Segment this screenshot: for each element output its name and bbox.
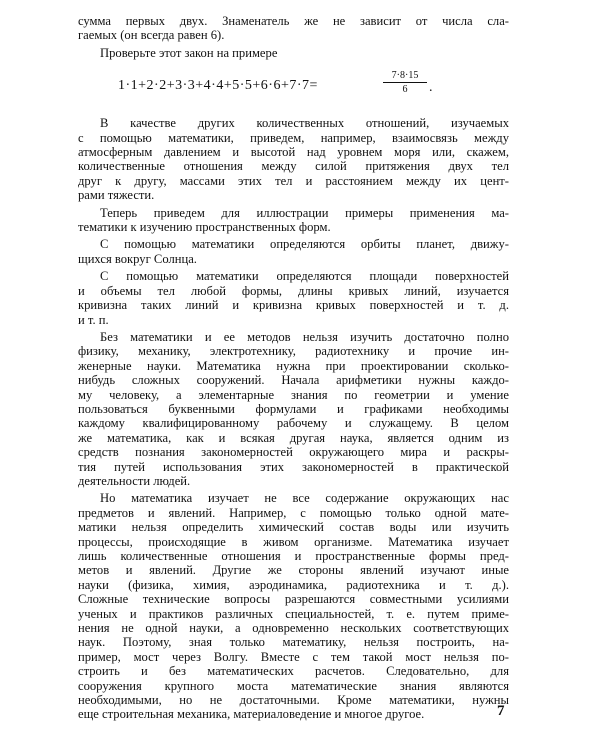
- text-line: с помощью математики, приведем, например, взаимосвязь между: [78, 130, 509, 145]
- text-line: С помощью математики определяются площади поверхностей: [100, 269, 509, 284]
- text-line: В качестве других количественных отношений, изучаемых: [100, 116, 509, 131]
- page-content: [78, 14, 509, 725]
- paragraph-6: [78, 269, 509, 327]
- text-line: средств познания закономерностей окружающего мира и раскры-: [78, 445, 509, 460]
- text-line: деятельности людей.: [78, 473, 191, 488]
- text-line: пользоваться буквенными формулами и графиками необходимы: [78, 401, 509, 416]
- text-line: кривизна таких линий и кривизна кривых поверхностей и т. д.: [78, 298, 509, 313]
- text-line: еще строительная механика, материаловедение и многое другое.: [78, 707, 425, 722]
- text-line: тия путей использования этих закономерностей в практической: [78, 459, 509, 474]
- text-line: Но математика изучает не все содержание окружающих нас: [100, 491, 509, 506]
- formula-lhs: 1·1+2·2+3·3+4·4+5·5+6·6+7·7=: [118, 78, 318, 94]
- text-line: метов и явлений. Другие же стороны явлений изучают иные: [78, 563, 509, 578]
- text-line: женерные науки. Математика нужна при проектировании сколько-: [78, 358, 509, 373]
- text-line: же математика, как и всякая другая наука, является одним из: [78, 430, 509, 445]
- text-line: строить и без математических расчетов. Следовательно, для: [78, 664, 509, 679]
- text-line: физику, механику, электротехнику, радиотехнику и прочие ин-: [78, 344, 509, 359]
- text-line: тематики к изучению пространственных форм.: [78, 220, 331, 235]
- text-line: науки (физика, химия, аэродинамика, радиотехника и т. д.).: [78, 577, 509, 592]
- text-line: ученых и практиков различных специальностей, т. е. путем приме-: [78, 606, 509, 621]
- text-line: и объемы тел любой формы, длины кривых линий, изучается: [78, 283, 509, 298]
- page-number: 7: [497, 703, 505, 719]
- text-line: необходимыми, но не достаточными. Кроме математики, нужны: [78, 693, 509, 708]
- text-line: щихся вокруг Солнца.: [78, 251, 197, 266]
- paragraph-7: [78, 330, 509, 488]
- text-line: друг к другу, массами этих тел и расстоянием между их цент-: [78, 173, 509, 188]
- text-line: наук. Поэтому, зная только математику, нельзя построить, на-: [78, 635, 509, 650]
- paragraph-8: [78, 491, 509, 722]
- text-line: нибудь сложных сооружений. Начала арифметики нужны каждо-: [78, 373, 509, 388]
- paragraph-2: Проверьте этот закон на примере: [100, 45, 278, 60]
- text-line: количественные отношения между силой притяжения двух тел: [78, 159, 509, 174]
- text-line: рами тяжести.: [78, 188, 155, 203]
- text-line: предметов и явлений. Например, с помощью только одной мате-: [78, 505, 509, 520]
- formula-end: .: [429, 80, 433, 96]
- text-line: процессы, происходящие в живом организме. Математика изучает: [78, 534, 509, 549]
- formula-denominator: 6: [402, 84, 408, 96]
- formula-fraction: [383, 70, 427, 95]
- paragraph-3: [78, 116, 509, 202]
- paragraph-4: [78, 206, 509, 235]
- paragraph-5: [78, 237, 509, 266]
- text-line: Теперь приведем для иллюстрации примеры применения ма-: [100, 205, 509, 220]
- text-line: Без математики и ее методов нельзя изучить достаточно полно: [100, 329, 509, 344]
- text-line: каждому квалифицированному рабочему и служащему. В целом: [78, 416, 509, 431]
- text-line: лишь количественные отношения и пространственные формы пред-: [78, 549, 509, 563]
- text-line: атмосферным давлением и высотой над уровнем моря или, скажем,: [78, 145, 509, 160]
- text-line: С помощью математики определяются орбиты планет, движу-: [100, 237, 509, 252]
- text-line: матики нельзя определить химический состав воды или изучить: [78, 520, 509, 535]
- text-line: пример, мост через Волгу. Вместе с тем такой мост нельзя по-: [78, 649, 509, 664]
- text-line: му человеку, а элементарные знания по геометрии и умение: [78, 387, 509, 402]
- text-line: и т. п.: [78, 312, 109, 327]
- paragraph-1: [78, 14, 509, 43]
- text-line: нения не одной науки, а одновременно нескольких соответствующих: [78, 621, 509, 636]
- formula-numerator: 7·8·15: [383, 70, 427, 83]
- text-line: сумма первых двух. Знаменатель же не зависит от числа сла-: [78, 14, 509, 28]
- text-line: сооружения крупного моста математические знания являются: [78, 678, 509, 693]
- text-line: гаемых (он всегда равен 6).: [78, 28, 225, 43]
- formula: [78, 70, 509, 104]
- text-line: Сложные технические вопросы разрешаются совместными усилиями: [78, 592, 509, 607]
